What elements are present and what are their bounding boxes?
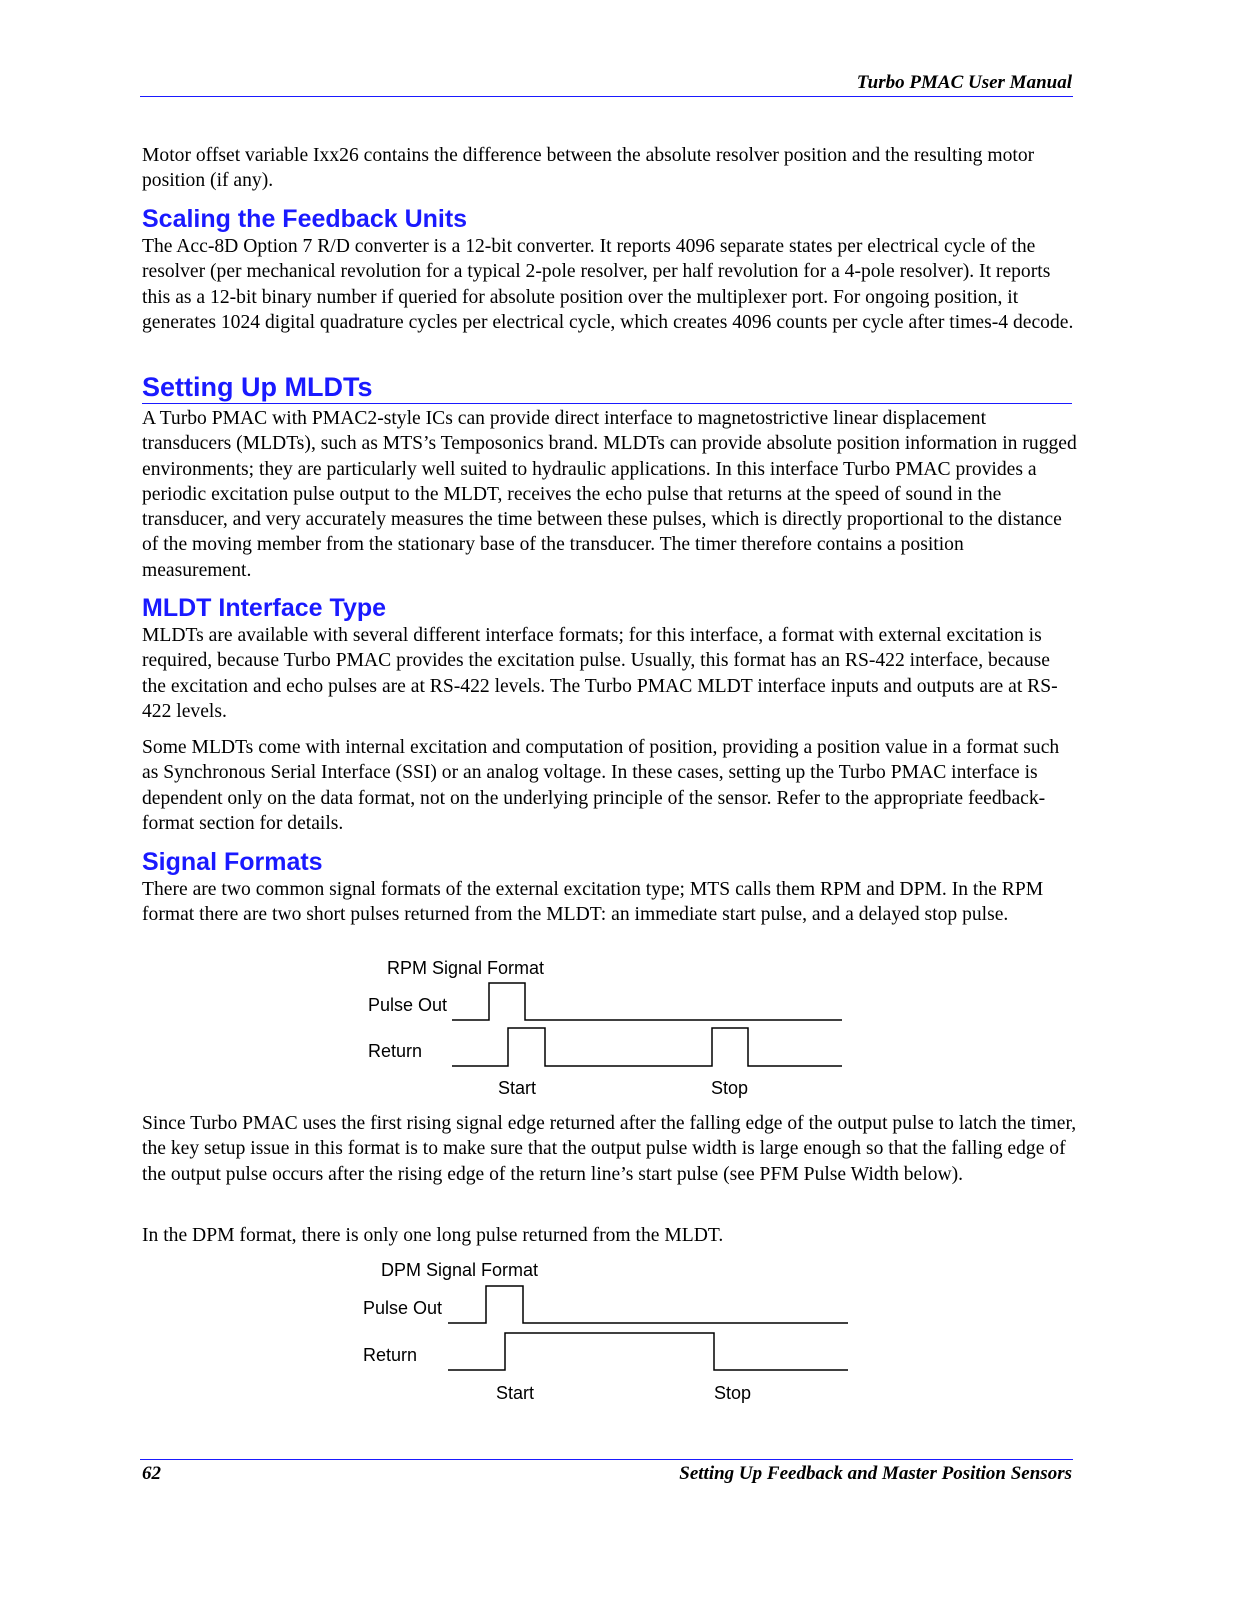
rpm-start-label: Start: [498, 1078, 537, 1098]
rpm-pulse-out-waveform: [452, 983, 842, 1020]
signal-formats-paragraph-1: There are two common signal formats of the external excitation type; MTS calls them RPM and DPM. In the RPM format there are two short pulses returned from the MLDT: an immediate start pulse, and a delayed stop pulse.: [142, 879, 1044, 926]
footer-section-title: Setting Up Feedback and Master Position Sensors: [679, 1463, 1072, 1484]
rpm-stop-label: Stop: [711, 1078, 749, 1098]
signal-formats-paragraph-3: In the DPM format, there is only one long pulse returned from the MLDT.: [142, 1225, 724, 1246]
interface-type-paragraph-2: Some MLDTs come with internal excitation and computation of position, providing a position value in a format such as Synchronous Serial Interface (SSI) or an analog voltage. In these cases, setting up the Turbo PMAC interface is dependent only on the data format, not on the underlying principle of the sensor. Refer to the appropriate feedback-format section for details.: [142, 737, 1060, 834]
dpm-pulse-out-label: Pulse Out: [363, 1298, 443, 1318]
rpm-pulse-out-label: Pulse Out: [368, 995, 448, 1015]
dpm-pulse-out-waveform: [448, 1286, 848, 1323]
dpm-return-label: Return: [363, 1345, 418, 1365]
heading-mldt-interface-type: MLDT Interface Type: [142, 594, 387, 622]
heading-scaling-feedback-units: Scaling the Feedback Units: [142, 205, 468, 233]
dpm-return-waveform: [448, 1333, 848, 1370]
rpm-return-label: Return: [368, 1041, 423, 1061]
dpm-title: DPM Signal Format: [381, 1260, 539, 1280]
running-header: Turbo PMAC User Manual: [856, 72, 1072, 93]
dpm-start-label: Start: [496, 1383, 535, 1403]
signal-formats-paragraph-2: Since Turbo PMAC uses the first rising signal edge returned after the falling edge of the output pulse to latch the timer, the key setup issue in this format is to make sure that the output pulse width is large enough so that the falling edge of the output pulse occurs after the rising edge of the return line’s start pulse (see PFM Pulse Width below).: [142, 1113, 1077, 1185]
header-rule: [140, 96, 1073, 97]
interface-type-paragraph-1: MLDTs are available with several different interface formats; for this interface, a format with external excitation is required, because Turbo PMAC provides the excitation pulse. Usually, this format has an RS-422 interface, because the excitation and echo pulses are at RS-422 levels. The Turbo PMAC MLDT interface inputs and outputs are at RS-422 levels.: [142, 625, 1058, 722]
rpm-title: RPM Signal Format: [387, 958, 545, 978]
rpm-signal-diagram: [360, 955, 860, 1105]
dpm-stop-label: Stop: [714, 1383, 752, 1403]
heading-signal-formats: Signal Formats: [142, 848, 323, 876]
scaling-paragraph: The Acc-8D Option 7 R/D converter is a 12-bit converter. It reports 4096 separate states per electrical cycle of the resolver (per mechanical revolution for a typical 2-pole resolver, per half revolution for a 4-pole resolver). It reports this as a 12-bit binary number if queried for absolute position over the multiplexer port. For ongoing position, it generates 1024 digital quadrature cycles per electrical cycle, which creates 4096 counts per cycle after times-4 decode.: [142, 236, 1074, 333]
heading-setting-up-mldts: Setting Up MLDTs: [142, 371, 1072, 404]
mldts-paragraph: A Turbo PMAC with PMAC2-style ICs can provide direct interface to magnetostrictive linear displacement transducers (MLDTs), such as MTS’s Temposonics brand. MLDTs can provide absolute position information in rugged environments; they are particularly well suited to hydraulic applications. In this interface Turbo PMAC provides a periodic excitation pulse output to the MLDT, receives the echo pulse that returns at the speed of sound in the transducer, and very accurately measures the time between these pulses, which is directly proportional to the distance of the moving member from the stationary base of the transducer. The timer therefore contains a position measurement.: [142, 408, 1077, 581]
dpm-signal-diagram: [355, 1258, 860, 1408]
page-number: 62: [142, 1463, 161, 1484]
intro-paragraph: Motor offset variable Ixx26 contains the difference between the absolute resolver position and the resulting motor position (if any).: [142, 145, 1035, 192]
rpm-return-waveform: [452, 1028, 842, 1066]
footer-rule: [140, 1459, 1073, 1460]
